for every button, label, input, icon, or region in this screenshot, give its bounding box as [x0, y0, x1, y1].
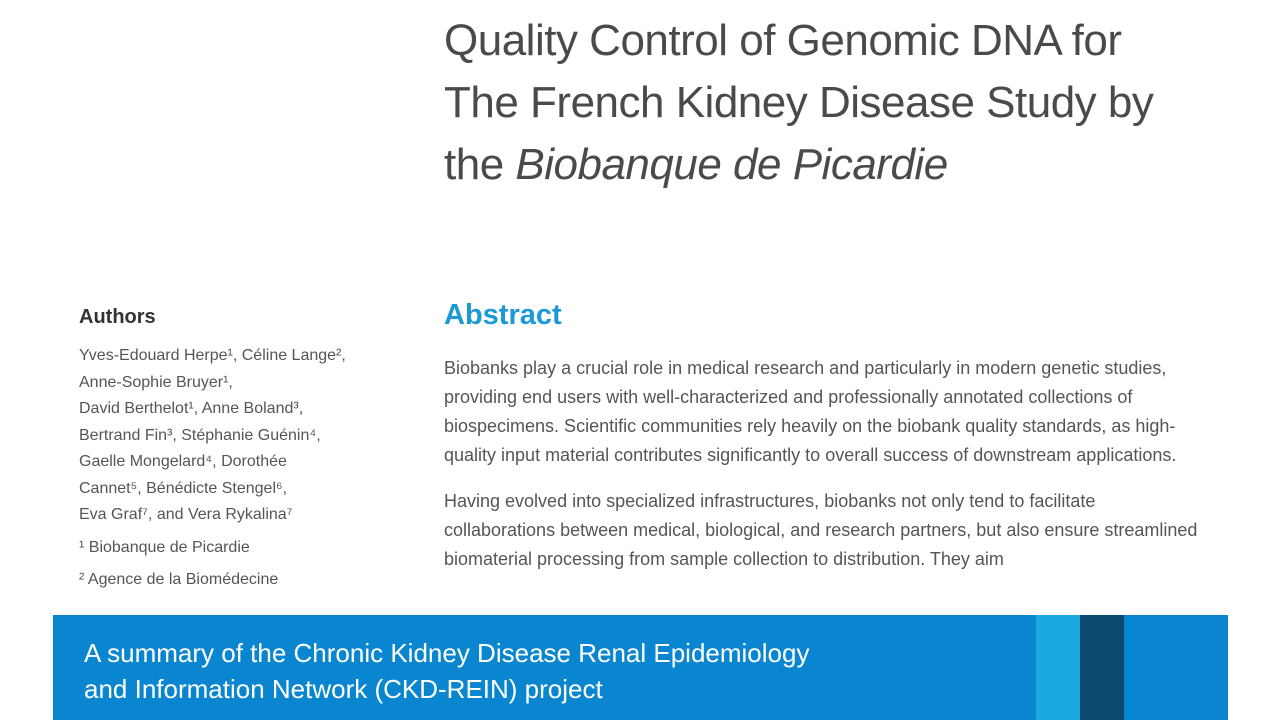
title-line-3: [444, 134, 1244, 196]
title-line-2: The French Kidney Disease Study by: [444, 78, 1154, 127]
abstract-body: [444, 354, 1204, 591]
affiliation: ¹ Biobanque de Picardie: [79, 538, 250, 556]
banner-stripe-light: [1036, 615, 1080, 720]
abstract-paragraph: Having evolved into specialized infrastructures, biobanks not only tend to facilitate collaborations between medical, biological, and research partners, but also ensure streamlined biomaterial processing from sample collection to distribution. They aim: [444, 491, 1198, 569]
banner-line-1: A summary of the Chronic Kidney Disease Renal Epidemiology: [84, 638, 810, 668]
authors-list: [79, 343, 399, 594]
author-line: Bertrand Fin³, Stéphanie Guénin⁴,: [79, 426, 321, 444]
banner-caption: [84, 635, 984, 707]
author-line: David Berthelot¹, Anne Boland³,: [79, 400, 304, 417]
banner-line-2: and Information Network (CKD-REIN) project: [84, 674, 603, 704]
abstract-paragraph: Biobanks play a crucial role in medical research and particularly in modern genetic studies, providing end users with well-characterized and professionally annotated collections of biospecimens. Scientific communities rely heavily on the biobank quality standards, as high-quality input material contributes significantly to overall success of downstream applications.: [444, 358, 1177, 465]
summary-banner: [53, 615, 1228, 720]
title-italic: Biobanque de Picardie: [515, 140, 948, 189]
abstract-heading: Abstract: [444, 299, 562, 331]
author-line: Yves-Edouard Herpe¹, Céline Lange²,: [79, 347, 346, 364]
author-line: Eva Graf⁷, and Vera Rykalina⁷: [79, 506, 293, 523]
banner-stripe-dark: [1080, 615, 1124, 720]
author-line: Cannet⁵, Bénédicte Stengel⁶,: [79, 479, 288, 497]
title-prefix: the: [444, 140, 516, 189]
author-line: Gaelle Mongelard⁴, Dorothée: [79, 453, 287, 470]
affiliation: ² Agence de la Biomédecine: [79, 571, 279, 588]
document-title: [444, 10, 1244, 196]
authors-heading: Authors: [79, 306, 156, 328]
title-line-1: Quality Control of Genomic DNA for: [444, 16, 1122, 65]
author-line: Anne-Sophie Bruyer¹,: [79, 373, 233, 391]
